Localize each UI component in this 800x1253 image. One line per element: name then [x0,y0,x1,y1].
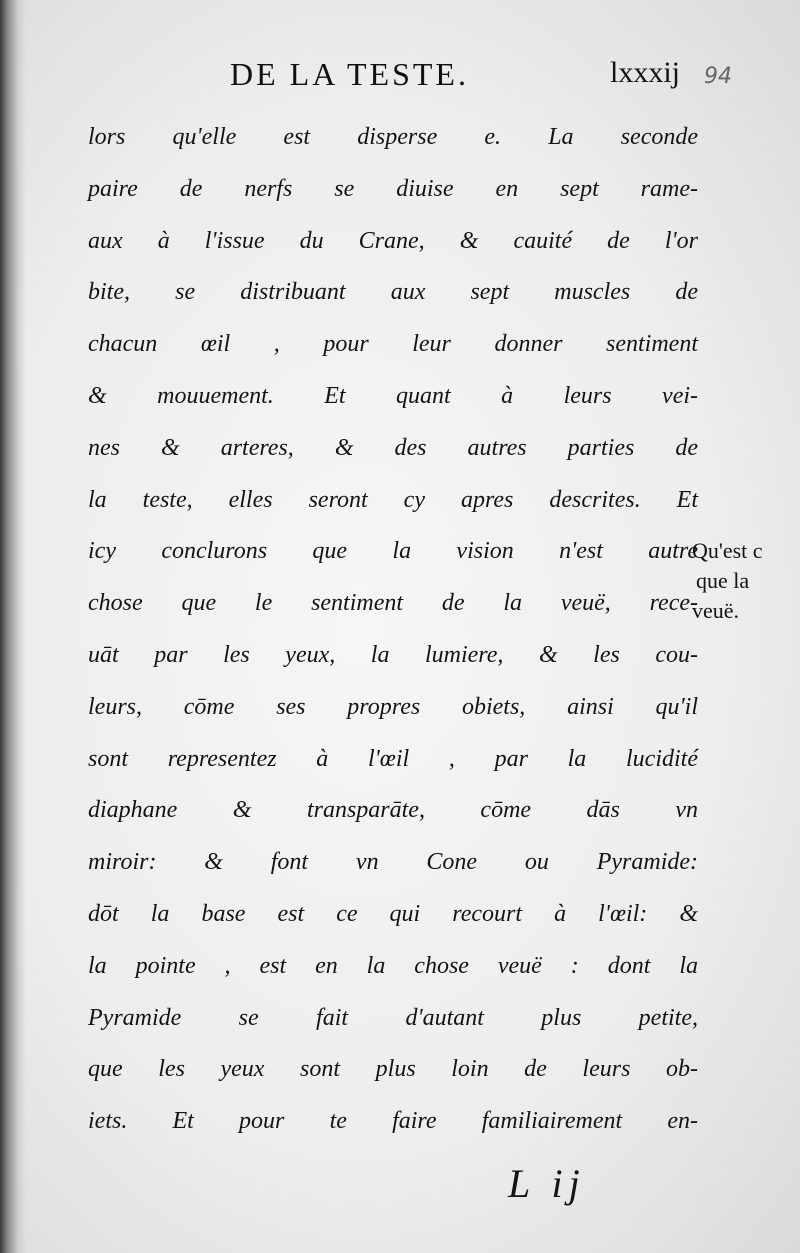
text-line: la pointe , est en la chose veuë : dont la [88,952,698,979]
margin-note [692,536,800,626]
text-line: chacun œil , pour leur donner sentiment [88,331,698,358]
running-title: DE LA TESTE. [230,56,469,92]
text-line: bite, se distribuant aux sept muscles de [88,279,698,306]
text-line: Pyramide se fait d'autant plus petite, [88,1004,698,1031]
text-line: icy conclurons que la vision n'est autre [88,538,698,565]
text-line: la teste, elles seront cy apres descrites. Et [88,486,698,513]
page-gutter-shadow [0,0,26,1253]
text-line: miroir: & font vn Cone ou Pyramide: [88,849,698,876]
folio-number: lxxxij [609,56,680,89]
text-line: uāt par les yeux, la lumiere, & les cou- [88,641,698,668]
text-line: aux à l'issue du Crane, & cauité de l'or [88,227,698,254]
text-line: chose que le sentiment de la veuë, rece- [88,590,698,617]
text-line: paire de nerfs se diuise en sept rame- [88,175,698,202]
text-line: nes & arteres, & des autres parties de [88,434,698,461]
text-line: lors qu'elle est disperse e. La seconde [88,124,698,150]
margin-note-line: Qu'est c [692,538,763,563]
text-line: diaphane & transparāte, cōme dās vn [88,797,698,824]
margin-note-line: que la [696,568,750,593]
text-line: iets. Et pour te faire familiairement en- [88,1108,698,1135]
margin-note-line: veuë. [692,598,740,623]
text-line: dōt la base est ce qui recourt à l'œil: & [88,900,698,927]
signature-mark: L ij [508,1161,586,1206]
body-text [88,112,698,1148]
page-header [230,56,680,96]
pencil-page-number: 94 [704,64,732,89]
text-line: & mouuement. Et quant à leurs vei- [88,382,698,409]
text-line: que les yeux sont plus loin de leurs ob- [88,1056,698,1083]
text-line: leurs, cōme ses propres obiets, ainsi qu'il [88,693,698,720]
text-line: sont representez à l'œil , par la lucidité [88,745,698,772]
show-through-text [430,1170,438,1204]
